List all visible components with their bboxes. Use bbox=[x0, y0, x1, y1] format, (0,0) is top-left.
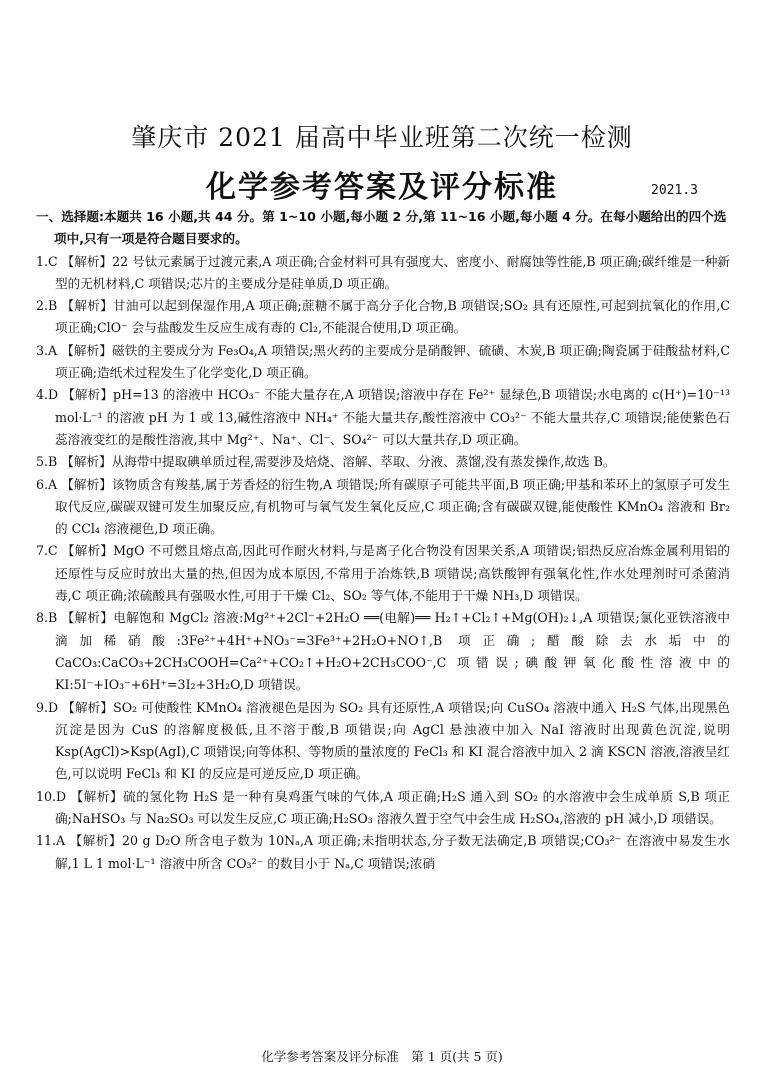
exam-title: 肇庆市 2021 届高中毕业班第二次统一检测 bbox=[131, 123, 633, 152]
document-subtitle: 化学参考答案及评分标准 bbox=[206, 170, 558, 205]
page-footer: 化学参考答案及评分标准 第 1 页(共 5 页) bbox=[261, 1049, 503, 1064]
answer-item-10: 10.D 【解析】硫的氢化物 H₂S 是一种有臭鸡蛋气味的气体,A 项正确;H₂S 通入到 SO₂ 的水溶液中会生成单质 S,B 项正确;NaHSO₃ 与 Na₂SO₃ 可以发生反应,C 项正确;H₂SO₃ 溶液久置于空气中会生成 H₂SO₄,溶液的 pH 减小,D 项错误。 bbox=[36, 788, 730, 827]
answer-item-8: 8.B 【解析】电解饱和 MgCl₂ 溶液:Mg²⁺+2Cl⁻+2H₂O ══(电解)══ H₂↑+Cl₂↑+Mg(OH)₂↓,A 项错误;氯化亚铁溶液中滴加稀硝酸:3Fe²⁺+4H⁺+NO₃⁻=3Fe³⁺+2H₂O+NO↑,B 项正确;醋酸除去水垢中的 CaCO₃:CaCO₃+2CH₃COOH=Ca²⁺+CO₂↑+H₂O+2CH₃COO⁻,C 项错误;碘酸钾氧化酸性溶液中的 KI:5I⁻+IO₃⁻+6H⁺=3I₂+3H₂O,D 项错误。 bbox=[36, 610, 730, 693]
answer-content bbox=[36, 206, 730, 875]
document-date: 2021.3 bbox=[651, 183, 698, 198]
answer-item-7: 7.C 【解析】MgO 不可燃且熔点高,因此可作耐火材料,与是离子化合物没有因果关系,A 项错误;铝热反应冶炼金属利用铝的还原性与反应时放出大量的热,但因为成本原因,不常用于冶炼铁,B 项错误;高铁酸钾有强氧化性,作水处理剂时可杀菌消毒,C 项正确;浓硫酸具有强吸水性,可用于干燥 Cl₂、SO₂ 等气体,不能用于干燥 NH₃,D 项错误。 bbox=[36, 543, 730, 604]
answer-item-9: 9.D 【解析】SO₂ 可使酸性 KMnO₄ 溶液褪色是因为 SO₂ 具有还原性,A 项错误;向 CuSO₄ 溶液中通入 H₂S 气体,出现黑色沉淀是因为 CuS 的溶解度极低,且不溶于酸,B 项错误;向 AgCl 悬浊液中加入 NaI 溶液时出现黄色沉淀,说明 Ksp(AgCl)>Ksp(AgI),C 项错误;向等体积、等物质的量浓度的 FeCl₃ 和 KI 混合溶液中加入 2 滴 KSCN 溶液,溶液呈红色,可以说明 FeCl₃ 和 KI 的反应是可逆反应,D 项正确。 bbox=[36, 699, 730, 782]
answer-item-6: 6.A 【解析】该物质含有羧基,属于芳香烃的衍生物,A 项错误;所有碳原子可能共平面,B 项正确;甲基和苯环上的氢原子可发生取代反应,碳碳双键可发生加聚反应,有机物可与氧气发生氧化反应,C 项正确;含有碳碳双键,能使酸性 KMnO₄ 溶液和 Br₂ 的 CCl₄ 溶液褪色,D 项正确。 bbox=[36, 476, 730, 537]
answer-item-11: 11.A 【解析】20 g D₂O 所含电子数为 10Nₐ,A 项正确;未指明状态,分子数无法确定,B 项错误;CO₃²⁻ 在溶液中易发生水解,1 L 1 mol·L⁻¹ 溶液中所含 CO₃²⁻ 的数目小于 Nₐ,C 项错误;浓硝 bbox=[36, 833, 730, 871]
answer-item-4: 4.D 【解析】pH=13 的溶液中 HCO₃⁻ 不能大量存在,A 项错误;溶液中存在 Fe²⁺ 显绿色,B 项错误;水电离的 c(H⁺)=10⁻¹³ mol·L⁻¹ 的溶液 pH 为 1 或 13,碱性溶液中 NH₄⁺ 不能大量共存,酸性溶液中 CO₃²⁻ 不能大量共存,C 项错误;能使紫色石蕊溶液变红的是酸性溶液,其中 Mg²⁺、Na⁺、Cl⁻、SO₄²⁻ 可以大量共存,D 项正确。 bbox=[36, 387, 730, 447]
answer-item-3: 3.A 【解析】磁铁的主要成分为 Fe₃O₄,A 项错误;黑火药的主要成分是硝酸钾、硫磺、木炭,B 项正确;陶瓷属于硅酸盐材料,C 项正确;造纸术过程发生了化学变化,D 项正确。 bbox=[36, 342, 730, 381]
answer-item-2: 2.B 【解析】甘油可以起到保湿作用,A 项正确;蔗糖不属于高分子化合物,B 项错误;SO₂ 具有还原性,可起到抗氧化的作用,C 项正确;ClO⁻ 会与盐酸发生反应生成有毒的 Cl₂,不能混合使用,D 项正确。 bbox=[36, 298, 730, 336]
answer-item-5: 5.B 【解析】从海带中提取碘单质过程,需要涉及焙烧、溶解、萃取、分液、蒸馏,没有蒸发操作,故选 B。 bbox=[36, 454, 616, 470]
section-heading: 一、选择题:本题共 16 小题,共 44 分。第 1~10 小题,每小题 2 分,第 11~16 小题,每小题 4 分。在每小题给出的四个选项中,只有一项是符合题目要求的。 bbox=[36, 209, 727, 247]
answer-item-1: 1.C 【解析】22 号钛元素属于过渡元素,A 项正确;合金材料可具有强度大、密度小、耐腐蚀等性能,B 项正确;碳纤维是一种新型的无机材料,C 项错误;芯片的主要成分是硅单质,D 项正确。 bbox=[36, 253, 730, 291]
